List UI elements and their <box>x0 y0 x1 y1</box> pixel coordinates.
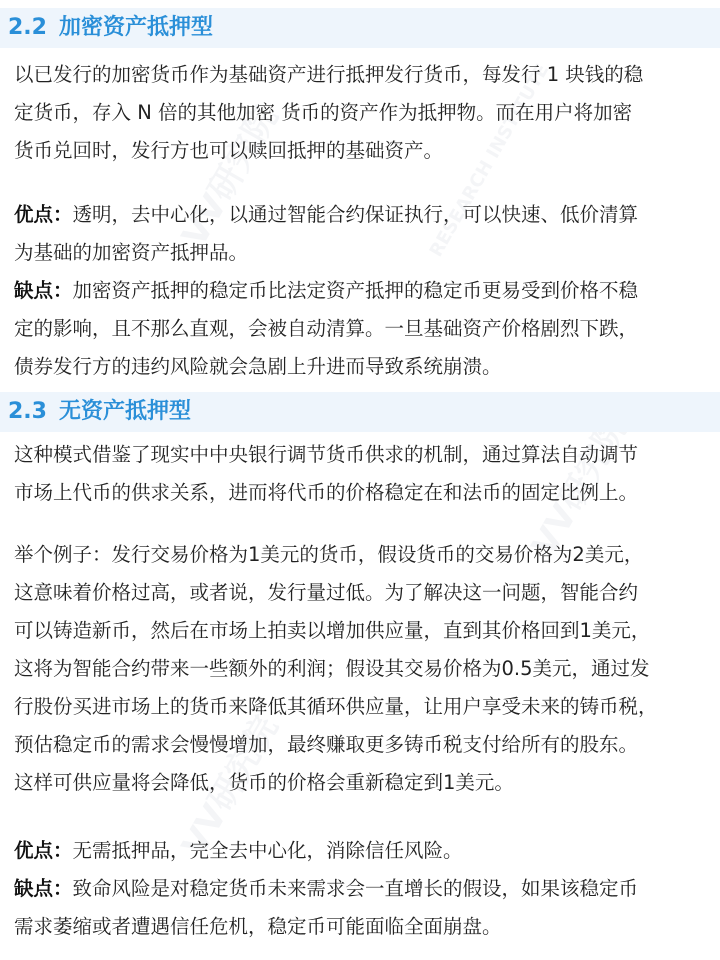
paragraph-line: 这样可供应量将会降低，货币的价格会重新稳定到1美元。 <box>14 771 514 794</box>
section-title: 加密资产抵押型 <box>58 15 213 40</box>
watermark-logo: VV研究院 <box>524 409 637 564</box>
cons-label: 缺点： <box>14 877 73 900</box>
section-heading-2-2 <box>0 8 720 48</box>
pros-label: 优点： <box>14 203 73 226</box>
cons-line: 需求萎缩或者遭遇信任危机，稳定币可能面临全面崩盘。 <box>14 915 502 938</box>
pros-text: 无需抵押品，完全去中心化，消除信任风险。 <box>72 839 463 862</box>
section-heading-text <box>8 15 213 40</box>
paragraph-line: 市场上代币的供求关系，进而将代币的价格稳定在和法币的固定比例上。 <box>14 481 639 504</box>
cons-line <box>14 272 712 310</box>
cons-line: 定的影响，且不那么直观，会被自动清算。一旦基础资产价格剧烈下跌， <box>14 317 639 340</box>
cons-text: 加密资产抵押的稳定币比法定资产抵押的稳定币更易受到价格不稳 <box>72 279 639 302</box>
section-heading-2-3 <box>0 392 720 432</box>
paragraph-line: 这种模式借鉴了现实中中央银行调节货币供求的机制，通过算法自动调节 <box>14 443 639 466</box>
section-title: 无资产抵押型 <box>58 399 191 424</box>
paragraph-2-2-intro <box>0 56 720 170</box>
section-number: 2.2 <box>8 15 47 40</box>
pros-line <box>14 832 712 870</box>
paragraph-line: 举个例子：发行交易价格为1美元的货币，假设货币的交易价格为2美元， <box>14 543 644 566</box>
paragraph-line: 以已发行的加密货币作为基础资产进行抵押发行货币，每发行 1 块钱的稳 <box>14 63 644 86</box>
pros-2-3 <box>0 832 720 870</box>
paragraph-line: 预估稳定币的需求会慢慢增加，最终赚取更多铸币税支付给所有的股东。 <box>14 733 639 756</box>
cons-line: 债券发行方的违约风险就会急剧上升进而导致系统崩溃。 <box>14 355 502 378</box>
paragraph-2-3-intro <box>0 436 720 512</box>
cons-label: 缺点： <box>14 279 73 302</box>
section-number: 2.3 <box>8 399 47 424</box>
section-heading-text <box>8 399 191 424</box>
cons-line <box>14 870 712 908</box>
paragraph-line: 定货币，存入 N 倍的其他加密 货币的资产作为抵押物。而在用户将加密 <box>14 101 633 124</box>
pros-label: 优点： <box>14 839 73 862</box>
paragraph-line: 这意味着价格过高，或者说，发行量过低。为了解决这一问题，智能合约 <box>14 581 639 604</box>
cons-text: 致命风险是对稳定货币未来需求会一直增长的假设，如果该稳定币 <box>72 877 639 900</box>
paragraph-2-3-example <box>0 536 720 802</box>
pros-text: 透明，去中心化，以通过智能合约保证执行，可以快速、低价清算 <box>72 203 639 226</box>
paragraph-line: 货币兑回时，发行方也可以赎回抵押的基础资产。 <box>14 139 444 162</box>
pros-line: 为基础的加密资产抵押品。 <box>14 241 249 264</box>
watermark-logo: VV研究院 <box>174 99 287 254</box>
paragraph-line: 可以铸造新币，然后在市场上拍卖以增加供应量，直到其价格回到1美元， <box>14 619 651 642</box>
cons-2-3 <box>0 870 720 946</box>
paragraph-line: 这将为智能合约带来一些额外的利润；假设其交易价格为0.5美元，通过发 <box>14 657 650 680</box>
pros-2-2 <box>0 196 720 272</box>
paragraph-line: 行股份买进市场上的货币来降低其循环供应量，让用户享受未来的铸币税， <box>14 695 658 718</box>
watermark-logo: VV研究院 <box>174 709 287 864</box>
watermark-subtext: RESEARCH INSTITUTE <box>425 60 554 261</box>
pros-line <box>14 196 712 234</box>
cons-2-2 <box>0 272 720 386</box>
